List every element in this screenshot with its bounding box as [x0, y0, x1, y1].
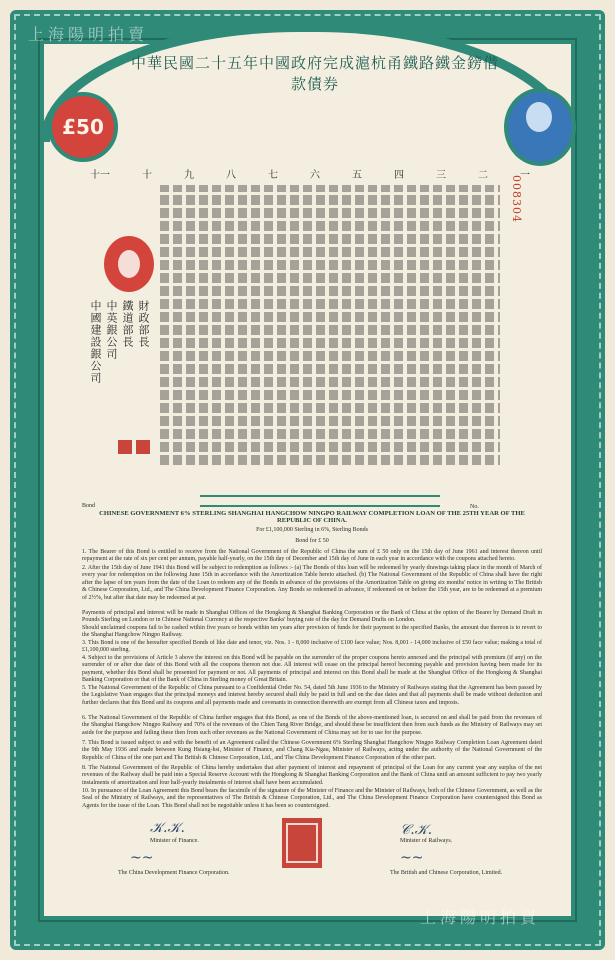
clause-4: 4. Subject to the provisions of Article 3 above the interest on this Bond will be payable on the surrender of the proper coupons hereto annexed and the principal with premium (if any) on the surrender of or after due date of this Bond with all the coupons thereon not due. All interest will cease on the principal hereof becoming payable and provision having been made for its payment, whether this Bond shall be presented for payment or not. All payments of principal and interest on this Bond shall be made at the Shanghai Office of the Hongkong & Shanghai Banking Corporation or that of the Bank of China in Sterling money of Great Britain.	[82, 655, 542, 684]
seal-stamp	[136, 440, 150, 454]
ornamental-divider	[200, 495, 440, 507]
signature-cdfc: ~~	[130, 850, 154, 866]
signature-bcc: ~~	[400, 850, 424, 866]
clause-7: 7. This Bond is issued subject to and with the benefit of an Agreement called the Chinese Government 6% Sterling Shanghai Hangchow Ningpo Railway Completion Loan Agreement dated the 9th May 1936 and made between Kung Hsiang-hsi, Minister of Finance, and Chang Kia-Ngau, Minister of Railways, acting under the authority of the National Government of the Republic of China of the one part and The British & Chinese Corporation, Ltd., and The China Development Finance Corporation of the other part.	[82, 740, 542, 761]
bond-no-label: No.	[470, 504, 479, 510]
numeral: 四	[394, 170, 404, 181]
clause-1: 1. The Bearer of this Bond is entitled to receive from the National Government of the Republic of China the sum of £ 50 only on the 15th day of June 1961 and interest thereon until repayment at the rate of six per cent per annum, payable half-yearly, on the 15th day of December and 15th day of June in each year in accordance with the coupons attached hereto.	[82, 549, 542, 563]
bond-denomination-en: Bond for £ 50	[295, 538, 329, 544]
portrait-vignette	[504, 88, 576, 166]
clause-8: 8. The National Government of the Republic of China hereby undertakes that after payment of interest and repayment of principal of the Loan for any current year any surplus of the net revenues of the Railway shall be paid into a Special Reserve Account with the Hongkong & Shanghai Banking Corporation and the Bank of China until an amount sufficient to pay two yearly instalments of amortization and four half-yearly instalments of interest shall have been accumulated.	[82, 765, 542, 786]
pound-medallion	[104, 236, 154, 292]
officer-railways: 鐵道部長	[121, 300, 134, 348]
numeral: 六	[310, 170, 320, 181]
issue-amount: For £1,100,000 Sterling in 6%, Sterling Bonds	[256, 527, 368, 533]
numeral: 八	[226, 170, 236, 181]
numeral: 十一	[90, 170, 110, 181]
clause-5: 5. The National Government of the Republic of China pursuant to a Confidential Order No. 54, dated 5th June 1936 to the Ministry of Railways stating that the Agreement has been passed by the Legislative Yuan engages that the principal moneys and interest hereby secured shall duly be paid in full and on the due dates and that all payments shall be made without deduction and further declares that this Bond and its coupons and all payments made and covenants in connection therewith are exempt from all Chinese taxes and imposts.	[82, 685, 542, 706]
numeral: 十	[142, 170, 152, 181]
watermark-bottom: 上海陽明拍賣	[420, 908, 541, 927]
clause-numerals	[90, 166, 530, 181]
corp-bcc-label: The British and Chinese Corporation, Limited.	[390, 870, 503, 876]
numeral: 九	[184, 170, 194, 181]
corp-cdfc-label: The China Development Finance Corporation.	[118, 870, 230, 876]
clause-unclaimed: Should unclaimed coupons fail to be cashed within five years or bonds within ten years after provision of funds for their payment to the specified Banks, the amount due thereon is to revert to the Shanghai Hangchow Ningpo Railway.	[82, 625, 542, 639]
numeral: 一	[520, 170, 530, 181]
officer-corp-british: 中英銀公司	[105, 300, 118, 360]
numeral: 七	[268, 170, 278, 181]
signature-railways: 𝒞.𝒦.	[400, 822, 433, 838]
bond-title-en: CHINESE GOVERNMENT 6% STERLING SHANGHAI HANGCHOW NINGPO RAILWAY COMPLETION LOAN OF THE 25TH YEAR OF THE REPUBLIC OF CHINA.	[99, 510, 525, 524]
seal-stamp	[118, 440, 132, 454]
officer-finance: 財政部長	[137, 300, 150, 348]
numeral: 三	[436, 170, 446, 181]
clause-3: 3. This Bond is one of the hereafter specified Bonds of like date and tenor, viz. Nos. 1 - 8,000 inclusive of £100 face value; Nos. 8,001 - 14,000 inclusive of £50 face value; making a total of £1,100,000 sterling.	[82, 640, 542, 654]
ministry-seal	[282, 818, 322, 868]
clause-6: 6. The National Government of the Republic of China further engages that this Bond, as one of the Bonds of the above-mentioned loan, is secured on and shall be paid from the revenues of the Shanghai Hangchow Ningpo Railway and 70% of the revenues of the Chien Tang River Bridge, and should these be insufficient then from such funds as the Ministry of Railways may set aside for the purpose and failing these then from such other revenues as the National Government of China may set for to use for the purpose.	[82, 715, 542, 736]
officer-corp-china: 中國建設銀公司	[89, 300, 102, 384]
bond-word: Bond	[82, 503, 96, 509]
numeral: 二	[478, 170, 488, 181]
clause-payments: Payments of principal and interest will be made in Shanghai Offices of the Hongkong & Shanghai Banking Corporation or the Bank of China at the option of the Bearer by Demand Draft in Pounds Sterling on London or in Chinese National Currency at the respective Banks' buying rate of the day for Demand Drafts on London.	[82, 610, 542, 624]
clause-10: 10. In pursuance of the Loan Agreement this Bond bears the facsimile of the signature of the Minister of Finance and the Minister of Railways, both of the Chinese Government, as well as the Seal of the Ministry of Railways, and the representatives of The British & Chinese Corporation, Ltd., and The China Development Finance Corporation have countersigned this Bond as Agents for the issue of the Loan. This Bond shall not be negotiable unless it has been so countersigned.	[82, 788, 542, 809]
clause-2: 2. After the 15th day of June 1941 this Bond will be subject to redemption as follows :- (a) The Bonds of this loan will be redeemed by yearly drawings taking place in the month of March of every year for redemption on the following June 15th in accordance with the Amortization Table hereto attached. (b) The National Government of the Republic of China shall have the right after the lapse of ten years from the date of the Loan to redeem any of the Bonds in advance of the provisions of the Amortization Table on giving six months' notice in writing to The British & Chinese Corporation, Ltd., and The China Development Finance Corporation. Any Bonds so redeemed in advance, if redeemed on or before the 15th year, are to be redeemed at a premium of 2½%, but after that date may be redeemed at par.	[82, 565, 542, 601]
watermark-top: 上海陽明拍賣	[28, 25, 149, 44]
denomination-seal: £50	[48, 92, 118, 162]
bond-title-cn: 中華民國二十五年中國政府完成滬杭甬鐵路鐵金鎊借款債券	[130, 54, 499, 93]
label-minister-railways: Minister of Railways.	[400, 838, 453, 844]
bond-number-cn: 008304	[510, 175, 523, 223]
signature-finance: 𝒦.𝒦.	[150, 820, 185, 836]
chinese-text-block	[160, 185, 500, 465]
numeral: 五	[352, 170, 362, 181]
label-minister-finance: Minister of Finance.	[150, 838, 199, 844]
